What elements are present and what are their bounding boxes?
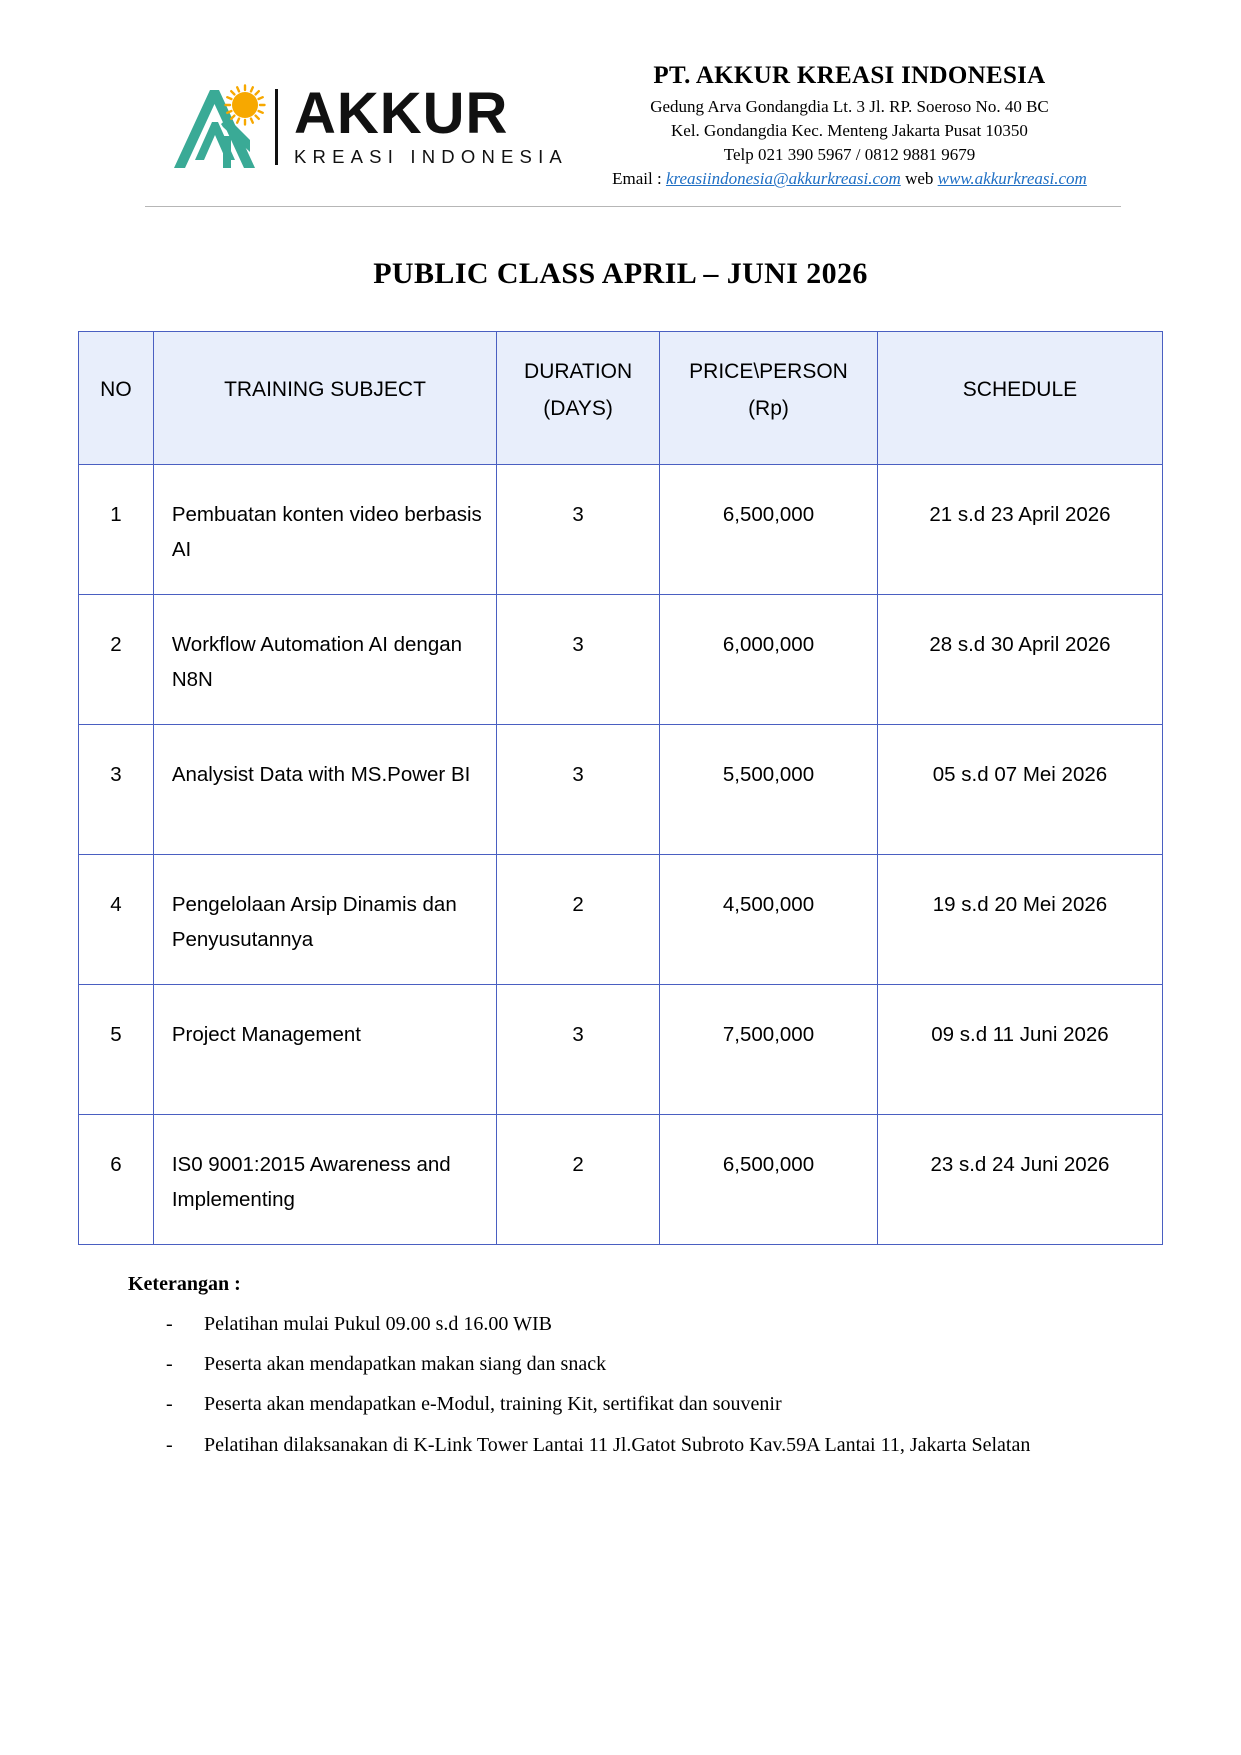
column-header-training-subject bbox=[153, 331, 496, 464]
email-label: Email : bbox=[612, 169, 666, 189]
row-no: 1 bbox=[79, 464, 154, 594]
company-contact-line bbox=[578, 167, 1121, 191]
company-address-line-1: Gedung Arva Gondangdia Lt. 3 Jl. RP. Soeroso No. 40 BC bbox=[650, 97, 1049, 116]
page-title: PUBLIC CLASS APRIL – JUNI 2026 bbox=[373, 256, 868, 290]
column-header-training-subject-line1: TRAINING SUBJECT bbox=[224, 378, 426, 402]
row-price: 6,000,000 bbox=[660, 594, 878, 724]
row-duration: 3 bbox=[497, 984, 660, 1114]
row-duration: 2 bbox=[497, 854, 660, 984]
table-body bbox=[79, 464, 1163, 1244]
row-duration: 3 bbox=[497, 464, 660, 594]
logo-brand-subtitle: KREASI INDONESIA bbox=[294, 146, 568, 168]
column-header-schedule bbox=[877, 331, 1162, 464]
column-header-duration bbox=[497, 331, 660, 464]
bullet-dash: - bbox=[166, 1352, 173, 1375]
table-row bbox=[79, 464, 1163, 594]
header-divider bbox=[145, 206, 1121, 207]
table-row bbox=[79, 594, 1163, 724]
column-header-duration-line2: (DAYS) bbox=[543, 396, 613, 420]
note-text: Peserta akan mendapatkan makan siang dan snack bbox=[204, 1352, 607, 1375]
row-training-subject: IS0 9001:2015 Awareness and Implementing bbox=[153, 1114, 496, 1244]
row-no: 3 bbox=[79, 724, 154, 854]
row-no: 5 bbox=[79, 984, 154, 1114]
row-no: 4 bbox=[79, 854, 154, 984]
row-schedule: 19 s.d 20 Mei 2026 bbox=[877, 854, 1162, 984]
list-item bbox=[166, 1388, 1066, 1420]
list-item bbox=[166, 1308, 1066, 1340]
row-no: 2 bbox=[79, 594, 154, 724]
web-label: web bbox=[900, 169, 938, 189]
row-training-subject: Pembuatan konten video berbasis AI bbox=[153, 464, 496, 594]
logo-wordmark bbox=[294, 80, 568, 168]
notes-list bbox=[128, 1308, 1241, 1462]
row-price: 7,500,000 bbox=[660, 984, 878, 1114]
table-head bbox=[79, 331, 1163, 464]
email-link[interactable]: kreasiindonesia@akkurkreasi.com bbox=[665, 169, 901, 189]
column-header-no-line1: NO bbox=[100, 378, 132, 402]
list-item bbox=[166, 1348, 1066, 1380]
table-row bbox=[79, 1114, 1163, 1244]
note-text: Pelatihan mulai Pukul 09.00 s.d 16.00 WIB bbox=[204, 1312, 552, 1335]
note-text: Pelatihan dilaksanakan di K-Link Tower Lantai 11 Jl.Gatot Subroto Kav.59A Lantai 11, Jakarta Selatan bbox=[204, 1433, 1031, 1456]
bullet-dash: - bbox=[166, 1393, 173, 1416]
column-header-price-line2: (Rp) bbox=[748, 396, 789, 420]
bullet-dash: - bbox=[166, 1433, 173, 1456]
row-training-subject: Project Management bbox=[153, 984, 496, 1114]
table-row bbox=[79, 724, 1163, 854]
row-training-subject: Workflow Automation AI dengan N8N bbox=[153, 594, 496, 724]
row-schedule: 09 s.d 11 Juni 2026 bbox=[877, 984, 1162, 1114]
row-no: 6 bbox=[79, 1114, 154, 1244]
column-header-no bbox=[79, 331, 154, 464]
note-text: Peserta akan mendapatkan e-Modul, training Kit, sertifikat dan souvenir bbox=[204, 1393, 782, 1416]
document-header bbox=[0, 0, 1241, 192]
company-logo bbox=[165, 62, 568, 170]
company-address-line-2: Kel. Gondangdia Kec. Menteng Jakarta Pusat 10350 bbox=[671, 121, 1028, 141]
company-phone: Telp 021 390 5967 / 0812 9881 9679 bbox=[723, 145, 976, 165]
list-item bbox=[166, 1429, 1066, 1461]
table-row bbox=[79, 854, 1163, 984]
column-header-price-line1: PRICE\PERSON bbox=[689, 359, 848, 383]
bullet-dash: - bbox=[166, 1312, 173, 1335]
row-price: 4,500,000 bbox=[660, 854, 878, 984]
row-price: 6,500,000 bbox=[660, 464, 878, 594]
row-schedule: 21 s.d 23 April 2026 bbox=[877, 464, 1162, 594]
column-header-duration-line1: DURATION bbox=[524, 359, 633, 383]
row-price: 6,500,000 bbox=[660, 1114, 878, 1244]
notes-title: Keterangan : bbox=[128, 1272, 241, 1295]
row-schedule: 28 s.d 30 April 2026 bbox=[877, 594, 1162, 724]
sun-icon bbox=[232, 92, 258, 118]
row-duration: 2 bbox=[497, 1114, 660, 1244]
public-class-schedule-table bbox=[78, 331, 1163, 1245]
logo-vertical-divider bbox=[275, 89, 278, 165]
company-info bbox=[568, 62, 1121, 192]
akkur-mountain-sun-logo-icon bbox=[165, 84, 269, 170]
row-training-subject: Pengelolaan Arsip Dinamis dan Penyusutannya bbox=[153, 854, 496, 984]
row-schedule: 23 s.d 24 Juni 2026 bbox=[877, 1114, 1162, 1244]
table-header-row bbox=[79, 331, 1163, 464]
row-price: 5,500,000 bbox=[660, 724, 878, 854]
website-link[interactable]: www.akkurkreasi.com bbox=[937, 169, 1087, 189]
row-training-subject: Analysist Data with MS.Power BI bbox=[153, 724, 496, 854]
row-schedule: 05 s.d 07 Mei 2026 bbox=[877, 724, 1162, 854]
column-header-schedule-line1: SCHEDULE bbox=[962, 378, 1078, 402]
table-row bbox=[79, 984, 1163, 1114]
company-name: PT. AKKUR KREASI INDONESIA bbox=[653, 62, 1046, 89]
row-duration: 3 bbox=[497, 724, 660, 854]
schedule-table-container bbox=[78, 331, 1163, 1245]
column-header-price-person bbox=[660, 331, 878, 464]
row-duration: 3 bbox=[497, 594, 660, 724]
notes-section bbox=[128, 1273, 1241, 1462]
logo-brand-word: AKKUR bbox=[294, 80, 509, 146]
